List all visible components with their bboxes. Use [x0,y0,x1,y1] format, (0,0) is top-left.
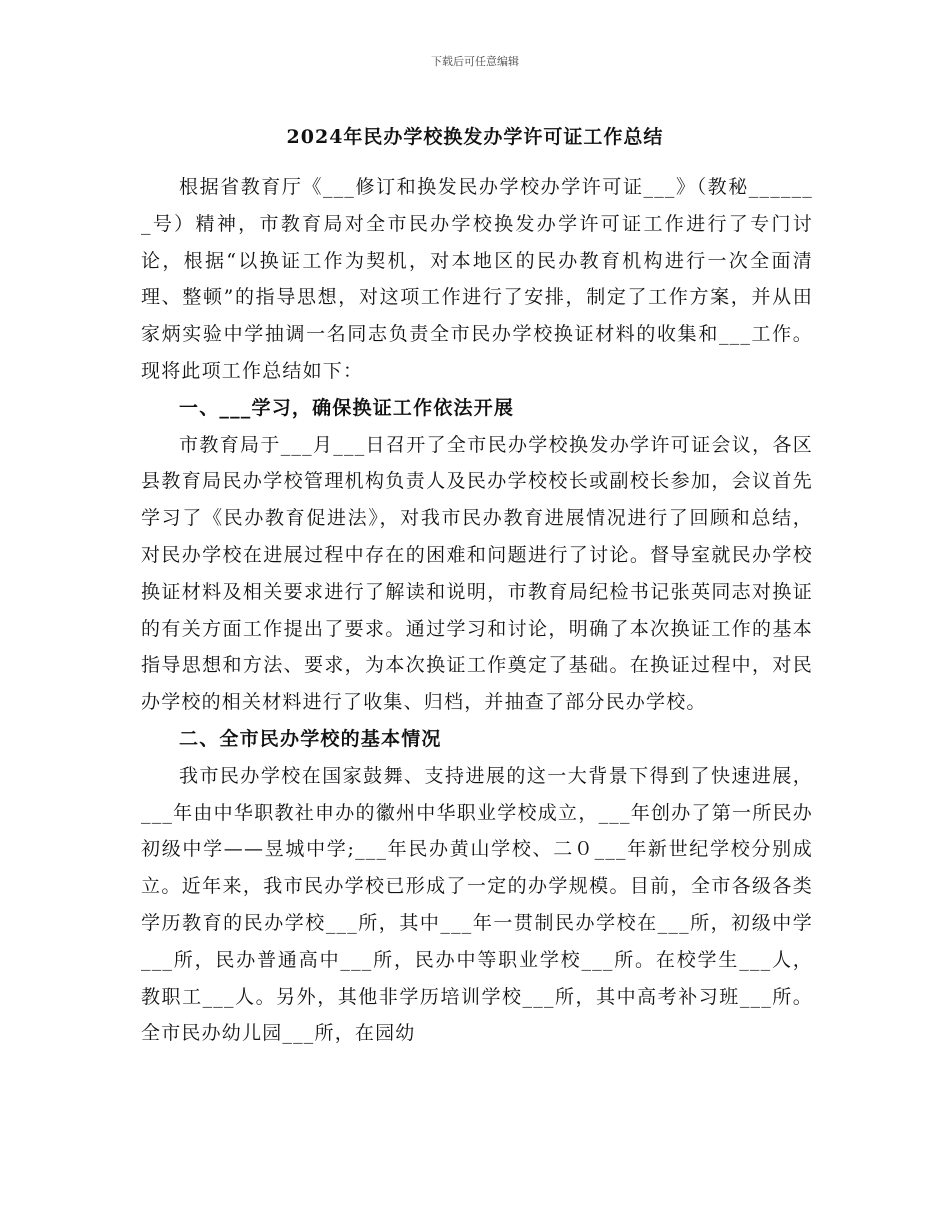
section-2-paragraph: 我市民办学校在国家鼓舞、支持进展的这一大背景下得到了快速进展，___年由中华职教社申办的徽州中华职业学校成立，___年创办了第一所民办初级中学——昱城中学;___年民办黄山学校、二０___年新世纪学校分别成立。近年来，我市民办学校已形成了一定的办学规模。目前，全市各级各类学历教育的民办学校___所，其中___年一贯制民办学校在___所，初级中学___所，民办普通高中___所，民办中等职业学校___所。在校学生___人，教职工___人。另外，其他非学历培训学校___所，其中高考补习班___所。全市民办幼儿园___所，在园幼 [141,764,813,1045]
intro-paragraph: 根据省教育厅《___修订和换发民办学校办学许可证___》（教秘_______号）精神，市教育局对全市民办学校换发办学许可证工作进行了专门讨论，根据“以换证工作为契机，对本地区的民办教育机构进行一次全面清理、整顿”的指导思想，对这项工作进行了安排，制定了工作方案，并从田家炳实验中学抽调一名同志负责全市民办学校换证材料的收集和___工作。现将此项工作总结如下： [141,176,813,382]
page-header-note: 下载后可任意编辑 [431,55,519,68]
document-body [141,169,813,1052]
section-1-paragraph: 市教育局于___月___日召开了全市民办学校换发办学许可证会议，各区县教育局民办学校管理机构负责人及民办学校校长或副校长参加，会议首先学习了《民办教育促进法》，对我市民办教育进展情况进行了回顾和总结，对民办学校在进展过程中存在的困难和问题进行了讨论。督导室就民办学校换证材料及相关要求进行了解读和说明，市教育局纪检书记张英同志对换证的有关方面工作提出了要求。通过学习和讨论，明确了本次换证工作的基本指导思想和方法、要求，为本次换证工作奠定了基础。在换证过程中，对民办学校的相关材料进行了收集、归档，并抽查了部分民办学校。 [141,433,813,714]
document-title: 2024年民办学校换发办学许可证工作总结 [286,126,664,148]
section-heading-1: 一、___学习，确保换证工作依法开展 [179,396,515,419]
section-heading-2: 二、全市民办学校的基本情况 [179,727,442,750]
